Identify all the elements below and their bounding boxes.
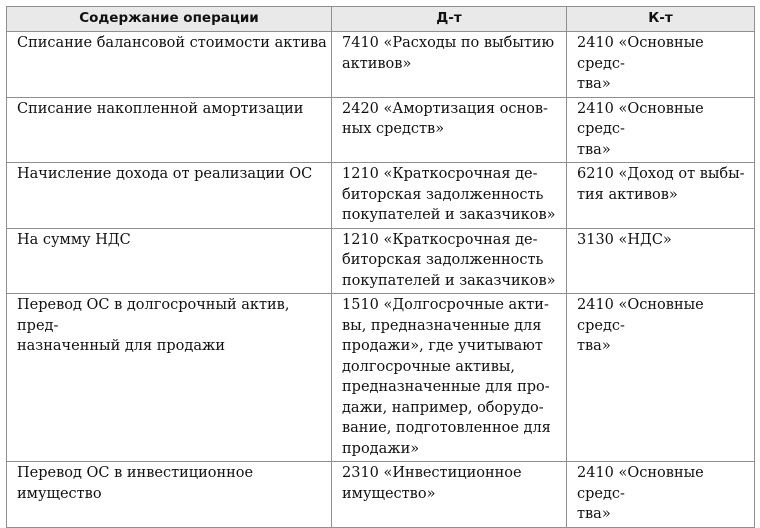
- debit-cell: 1210 «Краткосрочная де- биторская задолженность покупателей и заказчиков»: [332, 228, 567, 294]
- header-row: [7, 7, 755, 32]
- operation-cell: На сумму НДС: [7, 228, 332, 294]
- credit-cell: 2410 «Основные средс- тва»: [567, 294, 755, 462]
- credit-cell: 2410 «Основные средс- тва»: [567, 462, 755, 528]
- operation-cell: Списание накопленной амортизации: [7, 97, 332, 163]
- operation-cell: Начисление дохода от реализации ОС: [7, 163, 332, 229]
- header-debit: Д-т: [332, 7, 567, 32]
- credit-cell: 2410 «Основные средс- тва»: [567, 32, 755, 98]
- debit-cell: 1210 «Краткосрочная де- биторская задолженность покупателей и заказчиков»: [332, 163, 567, 229]
- credit-cell: 2410 «Основные средс- тва»: [567, 97, 755, 163]
- debit-cell: 2310 «Инвестиционное имущество»: [332, 462, 567, 528]
- table-header: [7, 7, 755, 32]
- table-body: [7, 32, 755, 528]
- header-credit: К-т: [567, 7, 755, 32]
- debit-cell: 1510 «Долгосрочные акти- вы, предназначенные для продажи», где учитывают долгосрочные активы, предназначенные для про- дажи, например, оборудо- вание, подготовленное для продажи»: [332, 294, 567, 462]
- operation-cell: Перевод ОС в инвестиционное имущество: [7, 462, 332, 528]
- table-row: [7, 32, 755, 98]
- header-operation: Содержание операции: [7, 7, 332, 32]
- table-row: [7, 163, 755, 229]
- debit-cell: 2420 «Амортизация основ- ных средств»: [332, 97, 567, 163]
- credit-cell: 3130 «НДС»: [567, 228, 755, 294]
- debit-cell: 7410 «Расходы по выбытию активов»: [332, 32, 567, 98]
- operation-cell: Перевод ОС в долгосрочный актив, пред- назначенный для продажи: [7, 294, 332, 462]
- accounting-entries-table: [6, 6, 755, 528]
- operation-cell: Списание балансовой стоимости актива: [7, 32, 332, 98]
- table-row: [7, 462, 755, 528]
- table-row: [7, 294, 755, 462]
- table-row: [7, 228, 755, 294]
- credit-cell: 6210 «Доход от выбы- тия активов»: [567, 163, 755, 229]
- table-row: [7, 97, 755, 163]
